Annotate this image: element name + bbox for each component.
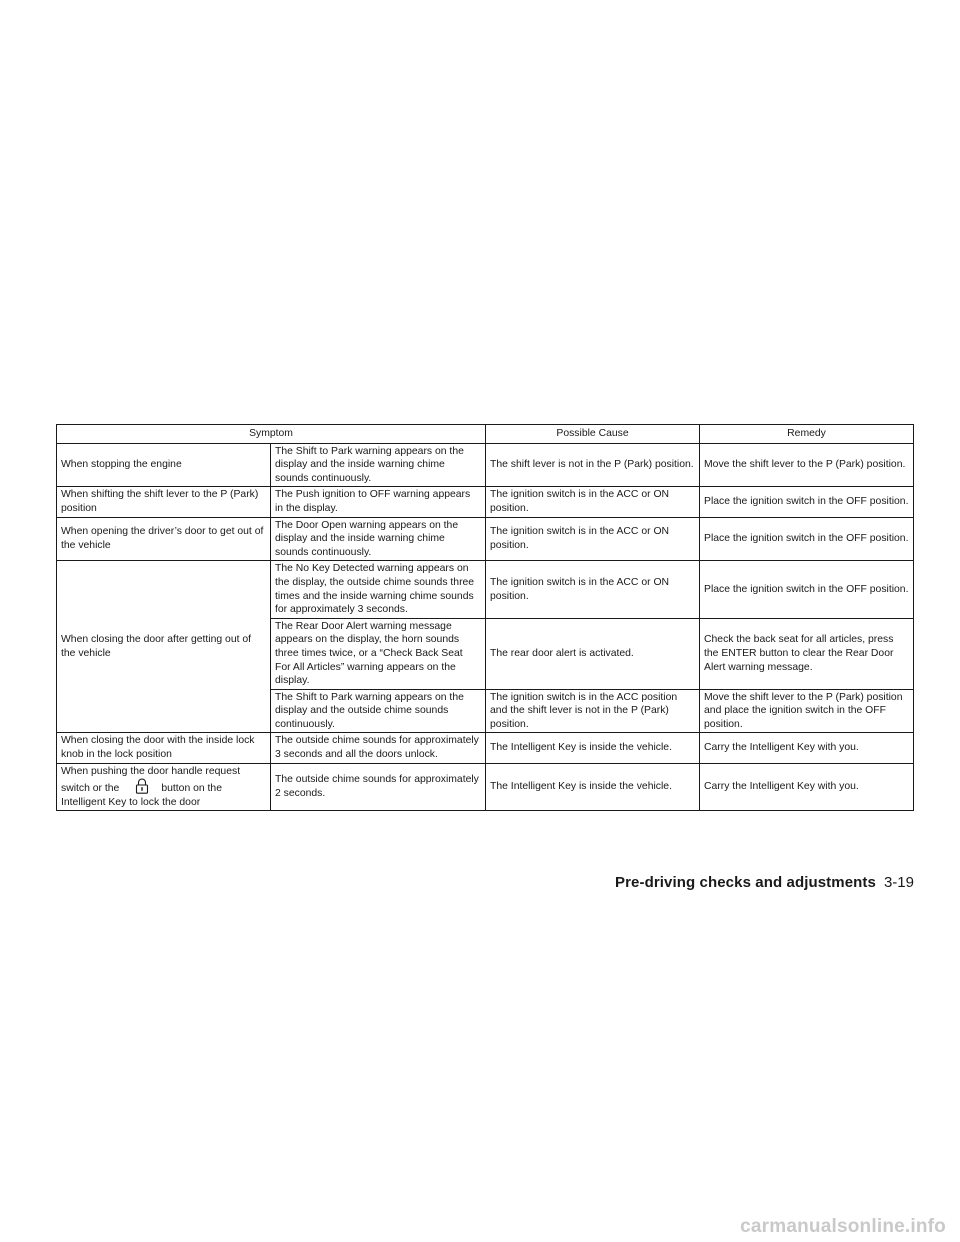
- symptom-cell: When closing the door after getting out of the vehicle: [57, 561, 271, 733]
- symptom-text-after-icon: button on the Intelligent Key to lock the door: [61, 783, 222, 808]
- header-remedy: Remedy: [700, 425, 914, 444]
- remedy-cell: Carry the Intelligent Key with you.: [700, 763, 914, 811]
- symptom-text-before-icon: When pushing the door handle request switch or the: [61, 765, 241, 795]
- cause-cell: The ignition switch is in the ACC position and the shift lever is not in the P (Park) position.: [486, 689, 700, 733]
- remedy-cell: Place the ignition switch in the OFF position.: [700, 517, 914, 561]
- table-row: [57, 443, 914, 487]
- cause-cell: The Intelligent Key is inside the vehicle.: [486, 733, 700, 763]
- table-header-row: [57, 425, 914, 444]
- header-possible-cause: Possible Cause: [486, 425, 700, 444]
- cause-cell: The rear door alert is activated.: [486, 618, 700, 689]
- watermark: carmanualsonline.info: [740, 1216, 946, 1237]
- condition-cell: The No Key Detected warning appears on the display, the outside chime sounds three times and the inside warning chime sounds for approximately 3 seconds.: [271, 561, 486, 618]
- symptom-cell: When shifting the shift lever to the P (Park) position: [57, 487, 271, 517]
- symptom-cell: [57, 763, 271, 811]
- cause-cell: The ignition switch is in the ACC or ON position.: [486, 487, 700, 517]
- remedy-cell: Move the shift lever to the P (Park) position.: [700, 443, 914, 487]
- cause-cell: The ignition switch is in the ACC or ON position.: [486, 561, 700, 618]
- condition-cell: The outside chime sounds for approximately 2 seconds.: [271, 763, 486, 811]
- table-row: [57, 733, 914, 763]
- symptom-cell: When stopping the engine: [57, 443, 271, 487]
- lock-icon: [135, 778, 149, 794]
- section-title: Pre-driving checks and adjustments: [614, 874, 876, 891]
- symptom-cell: When closing the door with the inside lock knob in the lock position: [57, 733, 271, 763]
- cause-cell: The Intelligent Key is inside the vehicle.: [486, 763, 700, 811]
- cause-cell: The ignition switch is in the ACC or ON position.: [486, 517, 700, 561]
- troubleshooting-table: [56, 424, 914, 811]
- table-row: [57, 763, 914, 811]
- condition-cell: The outside chime sounds for approximately 3 seconds and all the doors unlock.: [271, 733, 486, 763]
- table-row: [57, 561, 914, 618]
- remedy-cell: Carry the Intelligent Key with you.: [700, 733, 914, 763]
- condition-cell: The Door Open warning appears on the display and the inside warning chime sounds continuously.: [271, 517, 486, 561]
- troubleshooting-table-container: [56, 424, 913, 811]
- remedy-cell: Place the ignition switch in the OFF position.: [700, 561, 914, 618]
- page-number: 3-19: [883, 874, 914, 891]
- table-row: [57, 517, 914, 561]
- condition-cell: The Shift to Park warning appears on the display and the outside chime sounds continuously.: [271, 689, 486, 733]
- page-footer: [0, 874, 914, 891]
- symptom-cell: When opening the driver’s door to get out of the vehicle: [57, 517, 271, 561]
- condition-cell: The Push ignition to OFF warning appears in the display.: [271, 487, 486, 517]
- remedy-cell: Place the ignition switch in the OFF position.: [700, 487, 914, 517]
- condition-cell: The Shift to Park warning appears on the display and the inside warning chime sounds continuously.: [271, 443, 486, 487]
- table-row: [57, 487, 914, 517]
- remedy-cell: Move the shift lever to the P (Park) position and place the ignition switch in the OFF position.: [700, 689, 914, 733]
- condition-cell: The Rear Door Alert warning message appears on the display, the horn sounds three times twice, or a “Check Back Seat For All Articles” warning appears on the display.: [271, 618, 486, 689]
- header-symptom: Symptom: [57, 425, 486, 444]
- remedy-cell: Check the back seat for all articles, press the ENTER button to clear the Rear Door Alert warning message.: [700, 618, 914, 689]
- cause-cell: The shift lever is not in the P (Park) position.: [486, 443, 700, 487]
